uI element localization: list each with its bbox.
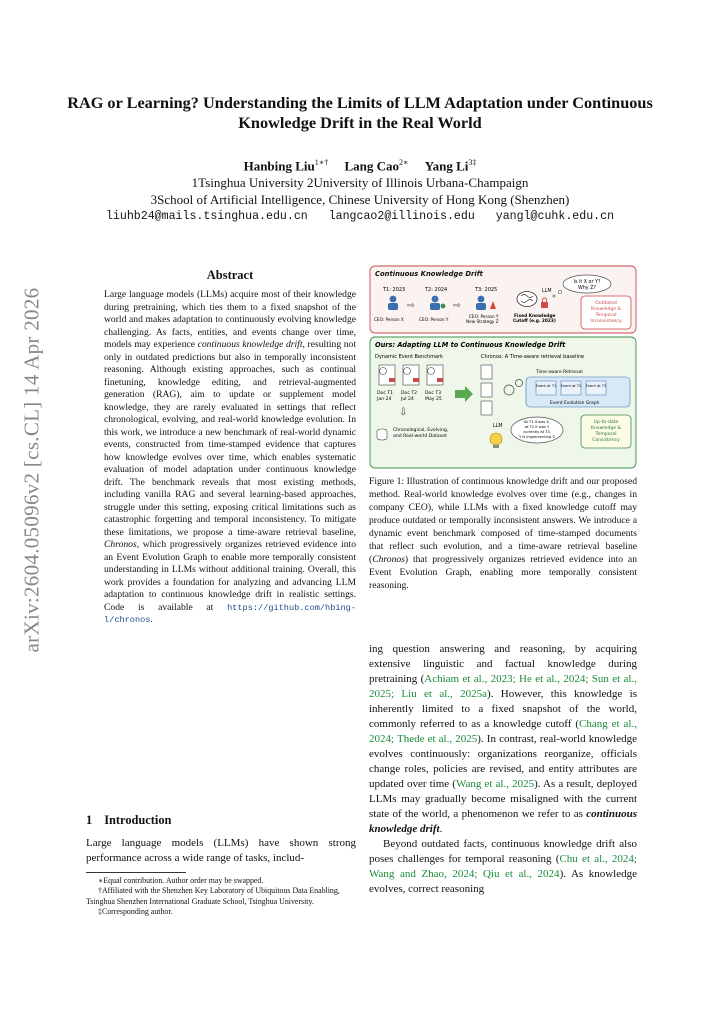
citation-link[interactable]: Chu et al., 2024; Wang and Zhao, 2024; Qiu et al., 2024 <box>369 853 637 880</box>
section-title: Introduction <box>104 813 172 827</box>
figure-caption <box>369 475 637 592</box>
figure-1 <box>369 265 637 469</box>
abstract-heading: Abstract <box>206 268 254 282</box>
down-arrow-icon: ⇩ <box>399 407 408 418</box>
database-icon <box>377 429 387 440</box>
text-span: ing question answering and reasoning, by acquiring extensive linguistic and factual knowledge during pretraining ( <box>369 643 637 685</box>
arrow-icon: ⇨ <box>453 301 461 311</box>
intro-text: Large language models (LLMs) have shown strong performance across a wide range of tasks, includ- <box>86 837 356 864</box>
code-link[interactable]: https://github.com/hbing-l/chronos <box>104 602 356 625</box>
doc-t3-date: May 25 <box>425 397 442 402</box>
author-1-mark: 1∗† <box>314 158 329 167</box>
author-names <box>60 154 660 174</box>
retrieval-label: Time-aware Retrieval <box>536 370 583 375</box>
citation-link[interactable]: Achiam et al., 2023; He et al., 2024; Sun et al., 2025; Liu et al., 2025a <box>369 673 637 700</box>
citation-link[interactable]: Chang et al., 2024; Thede et al., 2025 <box>369 718 637 745</box>
answer-line-2: at T2 it was Y <box>524 425 550 429</box>
ceo-label-1: CEO: Person X <box>374 317 404 322</box>
dataset-label-1: Chronological, Evolving, <box>393 428 449 433</box>
uptodate-text-2: Knowledge & <box>590 426 622 431</box>
footnotes <box>86 876 356 917</box>
time-label-t1: T1: 2023 <box>383 287 406 293</box>
event-node-1: Event at T1 <box>535 384 557 388</box>
affiliation-2: 3School of Artificial Intelligence, Chinese University of Hong Kong (Shenzhen) <box>150 192 570 208</box>
text-span: . <box>439 823 443 835</box>
footnote-2: †Affiliated with the Shenzhen Key Laboratory of Ubiquitous Data Enabling, Tsinghua Shenzhen International Graduate School, Tsinghua University. <box>86 886 340 906</box>
outdated-text-2: Knowledge & <box>590 307 622 312</box>
cutoff-label-1: Fixed Knowledge <box>514 314 556 319</box>
author-3-mark: 3‡ <box>468 158 477 167</box>
uptodate-text-4: Consistency <box>592 438 620 443</box>
arxiv-identifier <box>12 287 52 653</box>
uptodate-text-3: Temporal <box>595 432 617 437</box>
section-number: 1 <box>86 813 93 827</box>
strategy-label: New Strategy Z <box>466 319 499 324</box>
author-emails: liuhb24@mails.tsinghua.edu.cn langcao2@illinois.edu yangl@cuhk.edu.cn <box>105 210 615 224</box>
arrow-icon: ⇨ <box>407 301 415 311</box>
benchmark-label: Dynamic Event Benchmark <box>375 354 444 360</box>
abstract-emphasis-2: Chronos <box>104 539 137 550</box>
text-span: ). In contrast, real-world knowledge evolves continuously: organizations reorganize, officials change roles, policies are revised, and entity attributes are updated over time ( <box>369 733 637 790</box>
ours-panel-title: Ours: Adapting LLM to Continuous Knowledge Drift <box>375 341 566 349</box>
drift-panel-title: Continuous Knowledge Drift <box>375 270 483 278</box>
chronos-label: Chronos: A Time-aware retrieval baseline <box>481 354 585 360</box>
author-1: Hanbing Liu <box>243 158 315 174</box>
caption-emphasis: Chronos <box>372 554 405 565</box>
event-node-2: Event at T2 <box>560 384 582 388</box>
footnote-3: ‡Corresponding author. <box>98 906 173 916</box>
question-text: Is it X or Y? <box>573 280 601 285</box>
doc-t1-date: Jan 24 <box>377 397 392 402</box>
llm-label: LLM <box>542 289 552 294</box>
outdated-text-3: Temporal <box>595 313 617 318</box>
time-label-t3: T3: 2025 <box>475 287 498 293</box>
abstract-text-3: , which progressively organizes retrieved evidence into an Event Evolution Graph to enable more temporally consistent understanding in LLMs without additional training. Overall, this work provides a foundation for analyzing and advancing LLM adaptation to continuous knowledge drift in realistic settings. Code is available at <box>104 539 356 613</box>
brain-icon <box>517 292 537 307</box>
question-text-2: Why Z? <box>578 286 596 291</box>
event-graph-label: Event Evolution Graph <box>550 401 600 406</box>
paragraph-1 <box>369 642 637 837</box>
doc-t1-label: Doc T1 <box>377 391 394 396</box>
caption-text-end: ) that progressively organizes retrieved evidence into an Event Evolution Graph, enabling more temporally consistent reasoning. <box>369 554 637 591</box>
text-span: ). As knowledge evolves, correct reasoning <box>369 868 638 895</box>
llm-label-2: LLM <box>493 424 503 429</box>
citation-link[interactable]: Wang et al., 2025 <box>455 778 535 790</box>
doc-t3-label: Doc T3 <box>425 391 442 396</box>
doc-t2-date: Jul 24 <box>401 397 414 402</box>
ceo-label-3: CEO: Person Y <box>469 314 499 319</box>
ceo-label-2: CEO: Person Y <box>419 317 449 322</box>
footnote-1: ∗Equal contribution. Author order may be swapped. <box>98 876 264 885</box>
caption-text: Figure 1: Illustration of continuous knowledge drift and our proposed method. Real-world knowledge evolves over time (e.g., changes in company CEO), while LLMs with a fixed knowledge cutoff may produce outdated or temporally inconsistent answers. We introduce a dynamic event benchmark composed of time-stamped documents that reflect such evolution, and a time-aware retrieval baseline ( <box>369 476 637 565</box>
emphasis-term: continuous knowledge drift <box>369 808 637 835</box>
doc-t2-label: Doc T2 <box>401 391 418 396</box>
outdated-text-4: Inconsistency <box>590 319 622 324</box>
arxiv-id-text: arXiv:2604.05096v2 [cs.CL] 14 Apr 2026 <box>19 287 44 653</box>
answer-line-1: At T1 it was X, <box>524 420 550 424</box>
abstract-body <box>104 289 356 627</box>
text-span: ). As a result, deployed LLMs may gradually become misaligned with the current state of the world, a phenomenon we refer to as <box>369 778 637 820</box>
uptodate-text-1: Up-to-date <box>593 420 619 425</box>
time-label-t2: T2: 2024 <box>425 287 448 293</box>
right-column-body <box>369 642 637 897</box>
abstract-text-4: . <box>150 614 153 625</box>
document-icons <box>379 365 443 385</box>
affiliation-1: 1Tsinghua University 2University of Illinois Urbana-Champaign <box>191 175 529 191</box>
author-3: Yang Li <box>424 158 469 174</box>
footnote-rule <box>86 872 186 873</box>
abstract-text-1: Large language models (LLMs) acquire most of their knowledge during pretraining, which ties them to a fixed snapshot of the world and makes adaptation to continuously evolving knowledge challenging. As facts, entities, and events change over time, models may experience <box>104 289 356 350</box>
text-span: Beyond outdated facts, continuous knowledge drift also poses challenges for temporal reasoning ( <box>369 838 637 865</box>
event-node-3: Event at T3 <box>585 384 607 388</box>
section-heading-introduction <box>86 813 171 828</box>
cutoff-label-2: Cutoff (e.g. 2023) <box>513 319 556 324</box>
author-block <box>60 154 660 225</box>
answer-line-3: currently at T3, <box>523 430 551 434</box>
abstract-text-2: , resulting not only in outdated predictions but also in temporally inconsistent reasoning. Although existing approaches, such as continual finetuning, knowledge editing, and retrieval-augmented generation (RAG), aim to update or supplement model knowledge, they are rarely evaluated in settings that reflect chronological, evolving, and real-world knowledge evolution. In this work, we introduce a new benchmark of real-world dynamic events, constructed from time-stamped evidence that captures how knowledge evolves over time, which enables systematic evaluation of model adaptation under continuous knowledge drift. The benchmark reveals that most existing methods, including vanilla RAG and several learning-based approaches, struggle under this setting, exposing critical limitations such as catastrophic forgetting and temporal inconsistency. To mitigate these limitations, we propose a time-aware retrieval baseline, <box>104 339 356 538</box>
answer-line-4: Y is implementing Z <box>519 435 555 439</box>
paragraph-2 <box>369 837 637 897</box>
paper-title: RAG or Learning? Understanding the Limits of LLM Adaptation under Continuous Knowledge Drift in the Real World <box>67 93 653 132</box>
outdated-text-1: Outdated <box>595 301 617 306</box>
dataset-label-2: and Real-world Dataset <box>393 434 447 439</box>
text-span: ). However, this knowledge is inherently limited to a fixed snapshot of the world, commonly referred to as a knowledge cutoff ( <box>369 688 637 730</box>
abstract-emphasis-1: continuous knowledge drift <box>197 339 303 350</box>
author-2: Lang Cao <box>344 158 399 174</box>
author-2-mark: 2∗ <box>399 158 409 167</box>
